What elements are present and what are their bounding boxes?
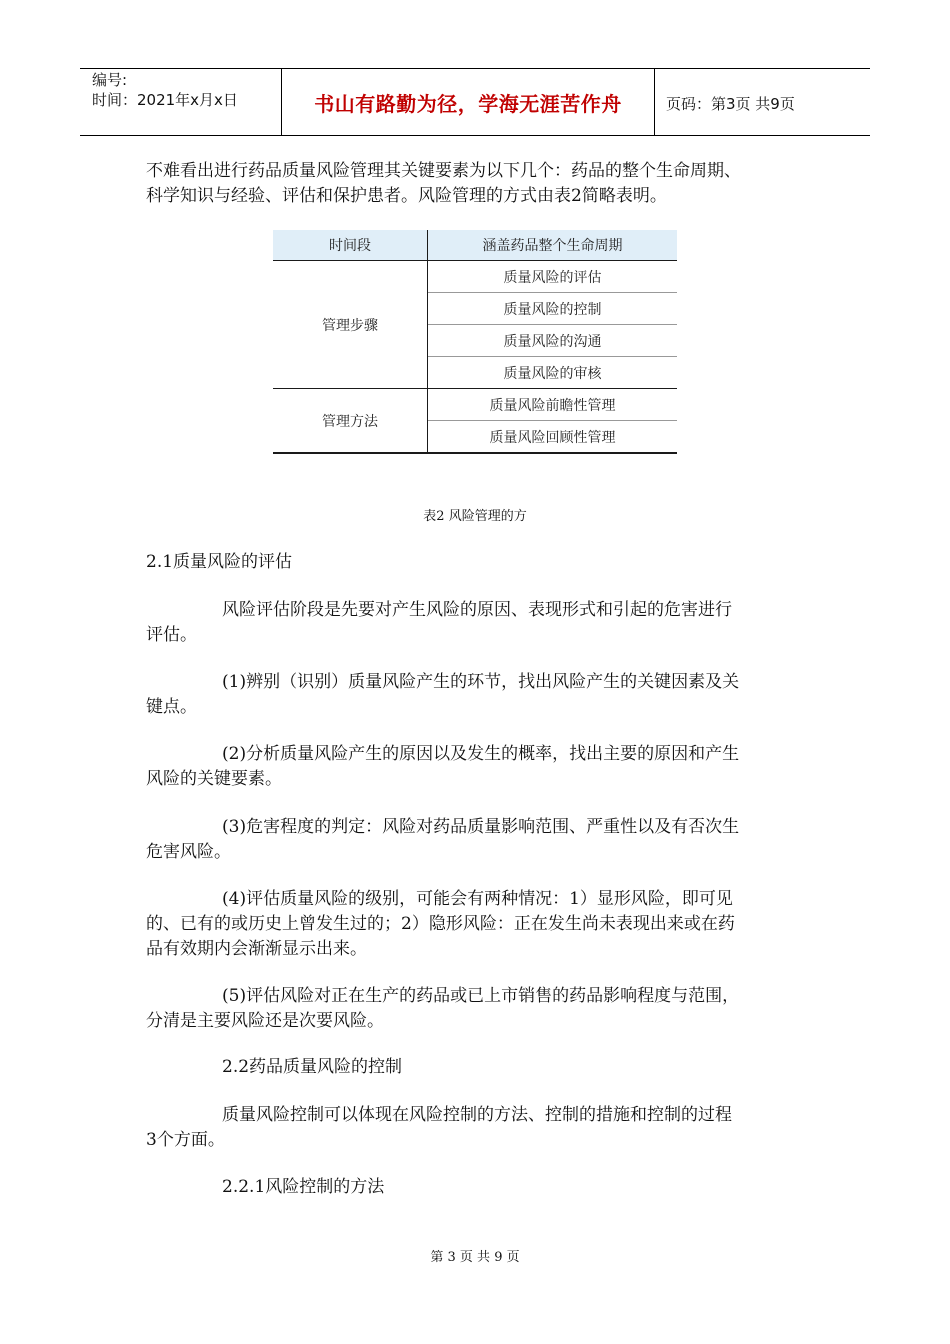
header-number-label: 编号: — [92, 71, 128, 89]
header-page-label: 页码：第3页 共9页 — [666, 95, 795, 113]
header-bottom-rule — [80, 135, 870, 136]
table-cell: 质量风险的审核 — [428, 357, 678, 389]
para-line: 风险评估阶段是先要对产生风险的原因、表现形式和引起的危害进行 — [222, 600, 732, 620]
section-2-2-1-title: 2.2.1风险控制的方法 — [222, 1177, 385, 1197]
table-cell: 质量风险的沟通 — [428, 325, 678, 357]
para-line: (4)评估质量风险的级别，可能会有两种情况：1）显形风险，即可见 — [222, 889, 733, 909]
para-line: 分清是主要风险还是次要风险。 — [146, 1011, 384, 1031]
para-line: (5)评估风险对正在生产的药品或已上市销售的药品影响程度与范围， — [222, 986, 740, 1006]
table-row — [273, 261, 677, 293]
para-line: 评估。 — [146, 625, 197, 645]
table-cell: 质量风险的控制 — [428, 293, 678, 325]
table-group-label-methods: 管理方法 — [273, 389, 428, 454]
page-footer: 第 3 页 共 9 页 — [430, 1250, 520, 1265]
section-2-2-title: 2.2药品质量风险的控制 — [222, 1057, 403, 1077]
para-line: 键点。 — [146, 697, 197, 717]
header-meta — [92, 70, 238, 110]
para-line: 品有效期内会渐渐显示出来。 — [146, 939, 367, 959]
table-cell: 质量风险的评估 — [428, 261, 678, 293]
header-time-label: 时间：2021年x月x日 — [92, 91, 238, 109]
para-line: 危害风险。 — [146, 842, 231, 862]
intro-line-2: 科学知识与经验、评估和保护患者。风险管理的方式由表2简略表明。 — [146, 186, 667, 206]
risk-management-table — [273, 230, 677, 454]
intro-line-1: 不难看出进行药品质量风险管理其关键要素为以下几个：药品的整个生命周期、 — [146, 161, 741, 181]
table-cell: 质量风险回顾性管理 — [428, 421, 678, 454]
para-line: 的、已有的或历史上曾发生过的；2）隐形风险：正在发生尚未表现出来或在药 — [146, 914, 735, 934]
table-header-lifecycle: 涵盖药品整个生命周期 — [428, 230, 678, 261]
para-line: (1)辨别（识别）质量风险产生的环节，找出风险产生的关键因素及关 — [222, 672, 740, 692]
table-header-period: 时间段 — [273, 230, 428, 261]
para-line: 质量风险控制可以体现在风险控制的方法、控制的措施和控制的过程 — [222, 1105, 732, 1125]
table-row — [273, 389, 677, 421]
header-divider-right — [654, 68, 655, 136]
para-line: 风险的关键要素。 — [146, 769, 282, 789]
section-2-1-title: 2.1质量风险的评估 — [146, 552, 293, 572]
para-line: (2)分析质量风险产生的原因以及发生的概率，找出主要的原因和产生 — [222, 744, 740, 764]
header-motto: 书山有路勤为径，学海无涯苦作舟 — [314, 92, 622, 116]
header-top-rule — [80, 68, 870, 69]
para-line: 3个方面。 — [146, 1130, 225, 1150]
table-cell: 质量风险前瞻性管理 — [428, 389, 678, 421]
para-line: (3)危害程度的判定：风险对药品质量影响范围、严重性以及有否次生 — [222, 817, 740, 837]
table-group-label-steps: 管理步骤 — [273, 261, 428, 389]
table-caption: 表2 风险管理的方 — [423, 509, 527, 524]
table-header-row — [273, 230, 677, 261]
